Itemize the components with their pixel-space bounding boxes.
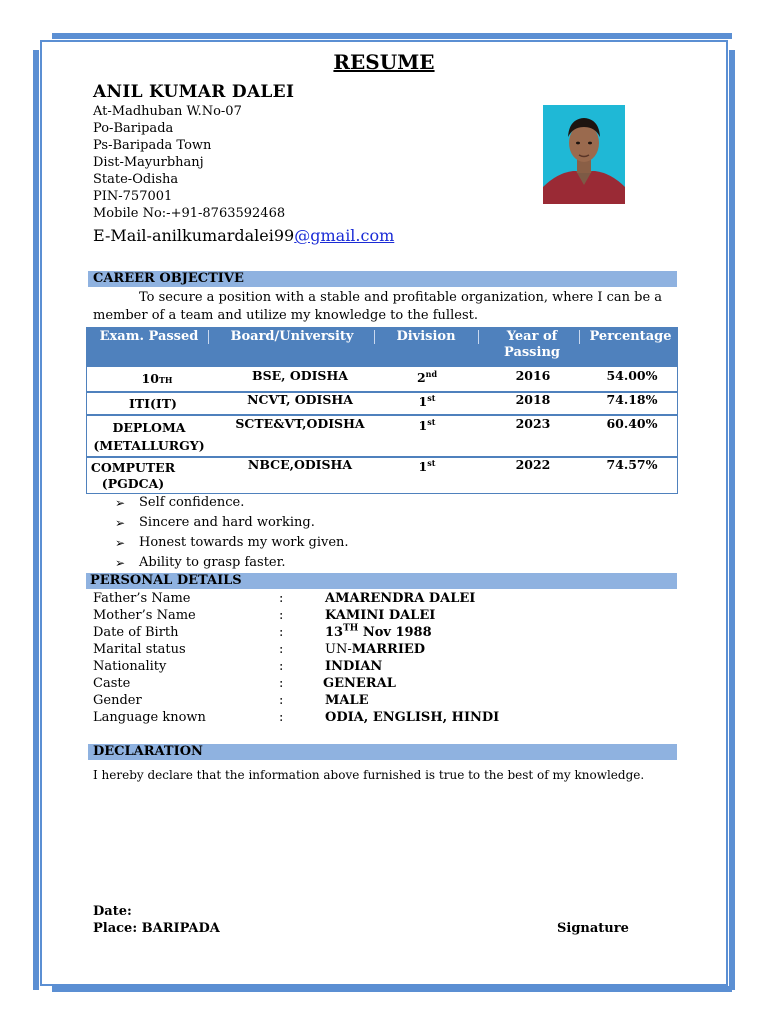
header-divider [374, 330, 375, 344]
list-item: ➢ Honest towards my work given. [115, 533, 349, 553]
list-item: ➢ Self confidence. [115, 493, 349, 513]
place-label: Place: BARIPADA [93, 921, 220, 936]
cell-year: 2023 [515, 416, 551, 431]
header-exam: Exam. Passed [99, 329, 199, 344]
detail-row: Nationality : INDIAN [93, 659, 383, 674]
list-item: ➢ Sincere and hard working. [115, 513, 349, 533]
cell-division: 1st [418, 416, 436, 433]
signature-label: Signature [557, 921, 629, 936]
detail-row: Gender : MALE [93, 693, 369, 708]
cell-division: 1st [418, 457, 436, 474]
personal-details-heading: PERSONAL DETAILS [86, 573, 677, 589]
address-line: Ps-Baripada Town [93, 138, 212, 153]
header-board: Board/University [230, 329, 354, 344]
cell-exam: 10TH [141, 371, 173, 386]
arrow-bullet-icon: ➢ [115, 556, 126, 570]
detail-row: Language known : ODIA, ENGLISH, HINDI [93, 710, 500, 725]
cell-year: 2016 [515, 368, 551, 383]
arrow-bullet-icon: ➢ [115, 536, 126, 550]
profile-photo [543, 105, 625, 204]
detail-row: Father’s Name : AMARENDRA DALEI [93, 591, 476, 606]
email [93, 226, 394, 245]
cell-percentage: 60.40% [606, 416, 658, 431]
cell-percentage: 74.18% [606, 392, 658, 407]
career-objective-heading: CAREER OBJECTIVE [88, 271, 677, 287]
cell-percentage: 54.00% [606, 368, 658, 383]
email-prefix: E-Mail-anilkumardalei99 [93, 226, 295, 245]
address-line: At-Madhuban W.No-07 [93, 104, 242, 119]
address-line: Po-Baripada [93, 121, 174, 136]
declaration-heading: DECLARATION [88, 744, 677, 760]
arrow-bullet-icon: ➢ [115, 496, 126, 510]
cell-exam: COMPUTER (PGDCA) [90, 460, 176, 491]
cell-division: 1st [418, 392, 436, 409]
cell-year: 2022 [515, 457, 551, 472]
header-percentage: Percentage [589, 329, 672, 344]
header-divider [208, 330, 209, 344]
education-table [86, 367, 678, 494]
page-border-right [729, 50, 735, 990]
header-division: Division [396, 329, 456, 344]
person-photo-icon [543, 105, 625, 204]
address-line: PIN-757001 [93, 189, 173, 204]
cell-exam: DEPLOMA (METALLURGY) [93, 420, 205, 453]
address-block [93, 103, 285, 222]
strengths-list [115, 493, 349, 573]
cell-year: 2018 [515, 392, 551, 407]
address-line: State-Odisha [93, 172, 179, 187]
cell-exam: ITI(IT) [129, 396, 177, 411]
detail-row: Marital status : UN-MARRIED [93, 642, 426, 657]
email-link[interactable]: @gmail.com [294, 226, 395, 245]
address-line: Dist-Mayurbhanj [93, 155, 204, 170]
cell-division: 2nd [416, 368, 438, 385]
page-border-bottom [52, 986, 732, 992]
detail-row: Date of Birth : 13TH Nov 1988 [93, 623, 432, 640]
cell-board: NBCE,ODISHA [247, 457, 353, 472]
header-divider [478, 330, 479, 344]
cell-percentage: 74.57% [606, 457, 658, 472]
cell-board: NCVT, ODISHA [247, 392, 353, 407]
header-divider [579, 330, 580, 344]
list-item: ➢ Ability to grasp faster. [115, 553, 349, 573]
page-border-left [33, 50, 39, 990]
page-border-top [52, 33, 732, 39]
page-title: RESUME [333, 50, 435, 74]
detail-row: Mother’s Name : KAMINI DALEI [93, 608, 436, 623]
declaration-text: I hereby declare that the information above furnished is true to the best of my knowledge. [93, 768, 645, 782]
cell-board: BSE, ODISHA [252, 368, 348, 383]
date-label: Date: [93, 904, 132, 919]
detail-row: Caste : GENERAL [93, 676, 396, 691]
header-year: Year of Passing [504, 329, 560, 360]
candidate-name: ANIL KUMAR DALEI [93, 82, 295, 102]
education-table-header [86, 327, 678, 367]
cell-board: SCTE&VT,ODISHA [235, 416, 365, 431]
career-objective-text: To secure a position with a stable and profitable organization, where I can be a member of a team and utilize my knowledge to the fullest. [93, 290, 663, 323]
arrow-bullet-icon: ➢ [115, 516, 126, 530]
mobile-number: Mobile No:-+91-8763592468 [93, 206, 286, 221]
